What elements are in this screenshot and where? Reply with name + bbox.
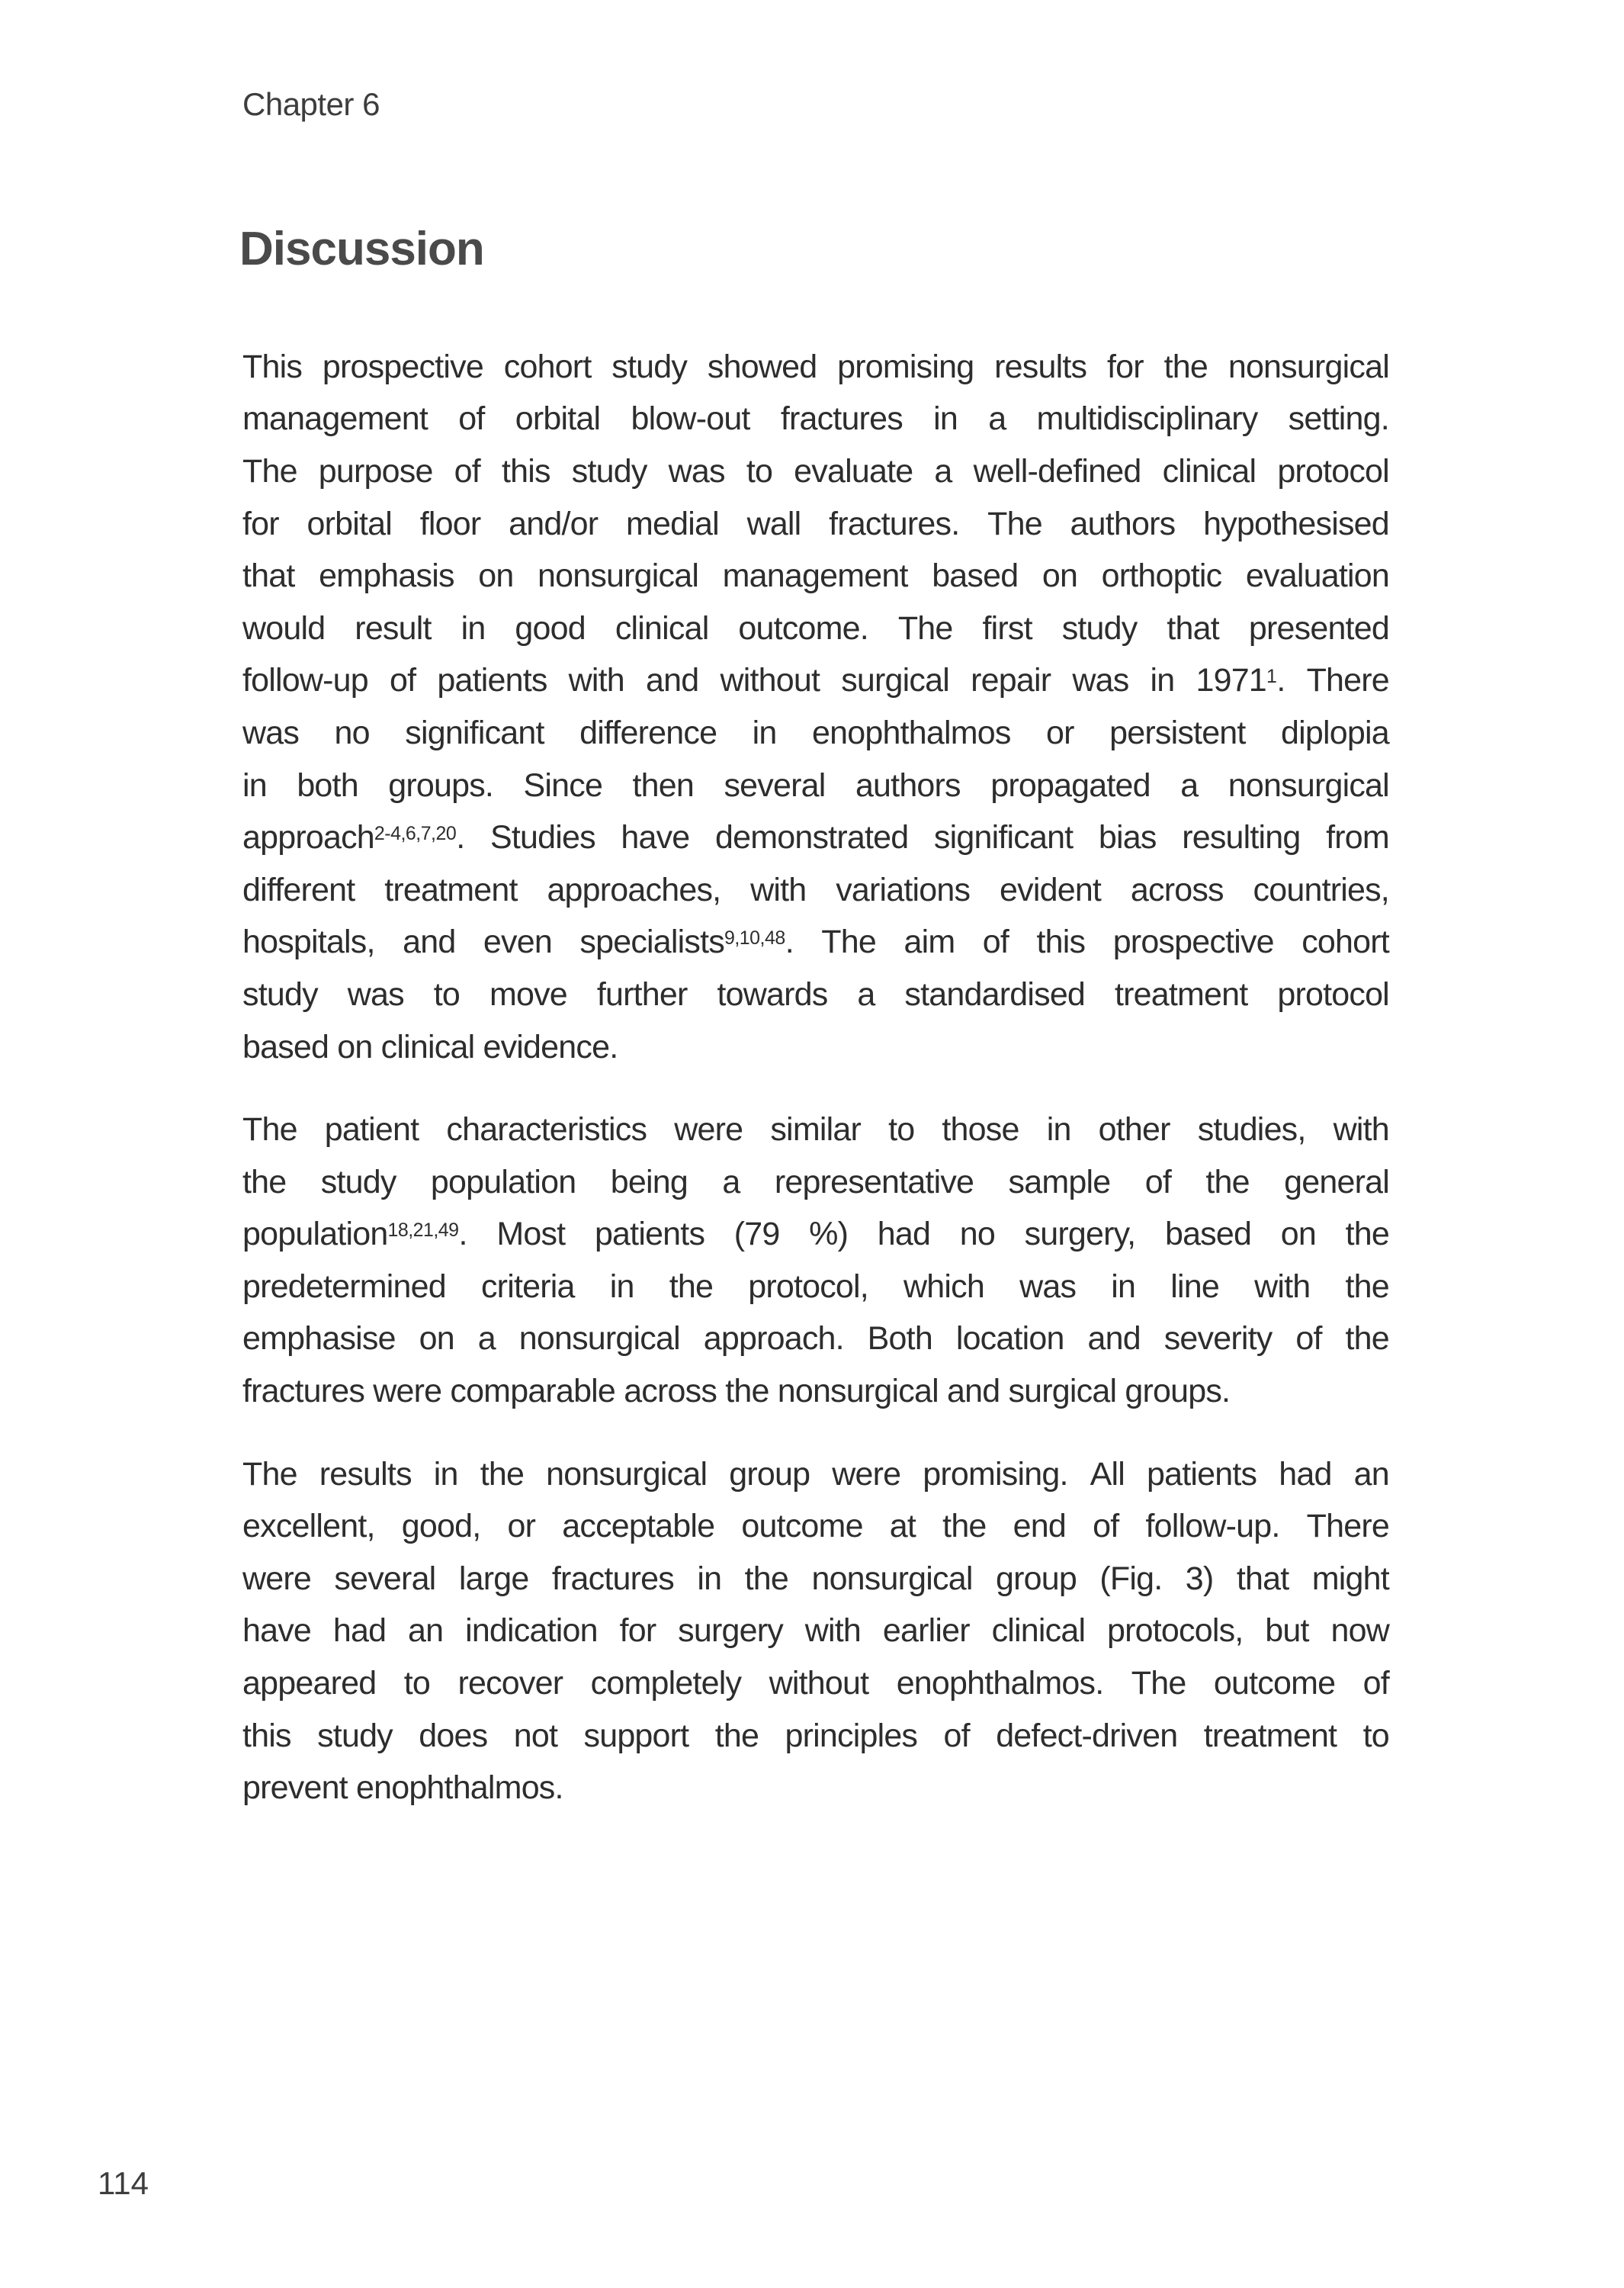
text-line: population$^{18,21,49}$. Most patients (79 %) had no surgery, based on the: [242, 1216, 1389, 1253]
text-line: appeared to recover completely without enophthalmos. The outcome of: [242, 1665, 1389, 1702]
section-title: Discussion: [239, 223, 484, 275]
text-line: different treatment approaches, with variations evident across countries,: [242, 871, 1389, 908]
text-line: was no significant difference in enophthalmos or persistent diplopia: [242, 714, 1389, 751]
text-line: The purpose of this study was to evaluate a well-defined clinical protocol: [242, 452, 1389, 490]
text-line: prevent enophthalmos.: [242, 1769, 563, 1807]
text-line: management of orbital blow-out fractures in a multidisciplinary setting.: [242, 400, 1389, 438]
text-line: predetermined criteria in the protocol, which was in line with the: [242, 1268, 1389, 1305]
text-line: emphasise on a nonsurgical approach. Both location and severity of the: [242, 1320, 1389, 1358]
text-line: The patient characteristics were similar to those in other studies, with: [242, 1111, 1389, 1149]
text-line: approach$^{2-4,6,7,20}$. Studies have demonstrated significant bias resulting from: [242, 819, 1389, 856]
paragraph: [242, 1448, 1389, 1814]
text-line: excellent, good, or acceptable outcome at the end of follow-up. There: [242, 1508, 1389, 1545]
running-header-chapter: Chapter 6: [242, 86, 380, 122]
text-line: this study does not support the principles of defect-driven treatment to: [242, 1717, 1389, 1754]
text-line: study was to move further towards a standardised treatment protocol: [242, 975, 1389, 1013]
text-line: that emphasis on nonsurgical management based on orthoptic evaluation: [242, 558, 1389, 595]
text-line: the study population being a representative sample of the general: [242, 1163, 1389, 1200]
text-line: in both groups. Since then several authors propagated a nonsurgical: [242, 766, 1389, 804]
text-line: fractures were comparable across the nonsurgical and surgical groups.: [242, 1373, 1231, 1410]
paragraph: [242, 1104, 1389, 1418]
text-line: were several large fractures in the nonsurgical group (Fig. 3) that might: [242, 1560, 1389, 1597]
body-text: [242, 341, 1389, 1845]
text-line: for orbital floor and/or medial wall fractures. The authors hypothesised: [242, 505, 1389, 542]
page-number-footer: 114: [98, 2165, 149, 2201]
text-line: would result in good clinical outcome. The first study that presented: [242, 609, 1389, 647]
text-line: follow-up of patients with and without surgical repair was in 1971$^1$. There: [242, 662, 1389, 699]
paragraph: [242, 341, 1389, 1073]
text-line: have had an indication for surgery with earlier clinical protocols, but now: [242, 1612, 1389, 1650]
text-line: The results in the nonsurgical group were promising. All patients had an: [242, 1455, 1389, 1493]
text-line: based on clinical evidence.: [242, 1028, 618, 1065]
text-line: hospitals, and even specialists$^{9,10,48}$. The aim of this prospective cohort: [242, 924, 1389, 961]
text-line: This prospective cohort study showed promising results for the nonsurgical: [242, 348, 1389, 385]
